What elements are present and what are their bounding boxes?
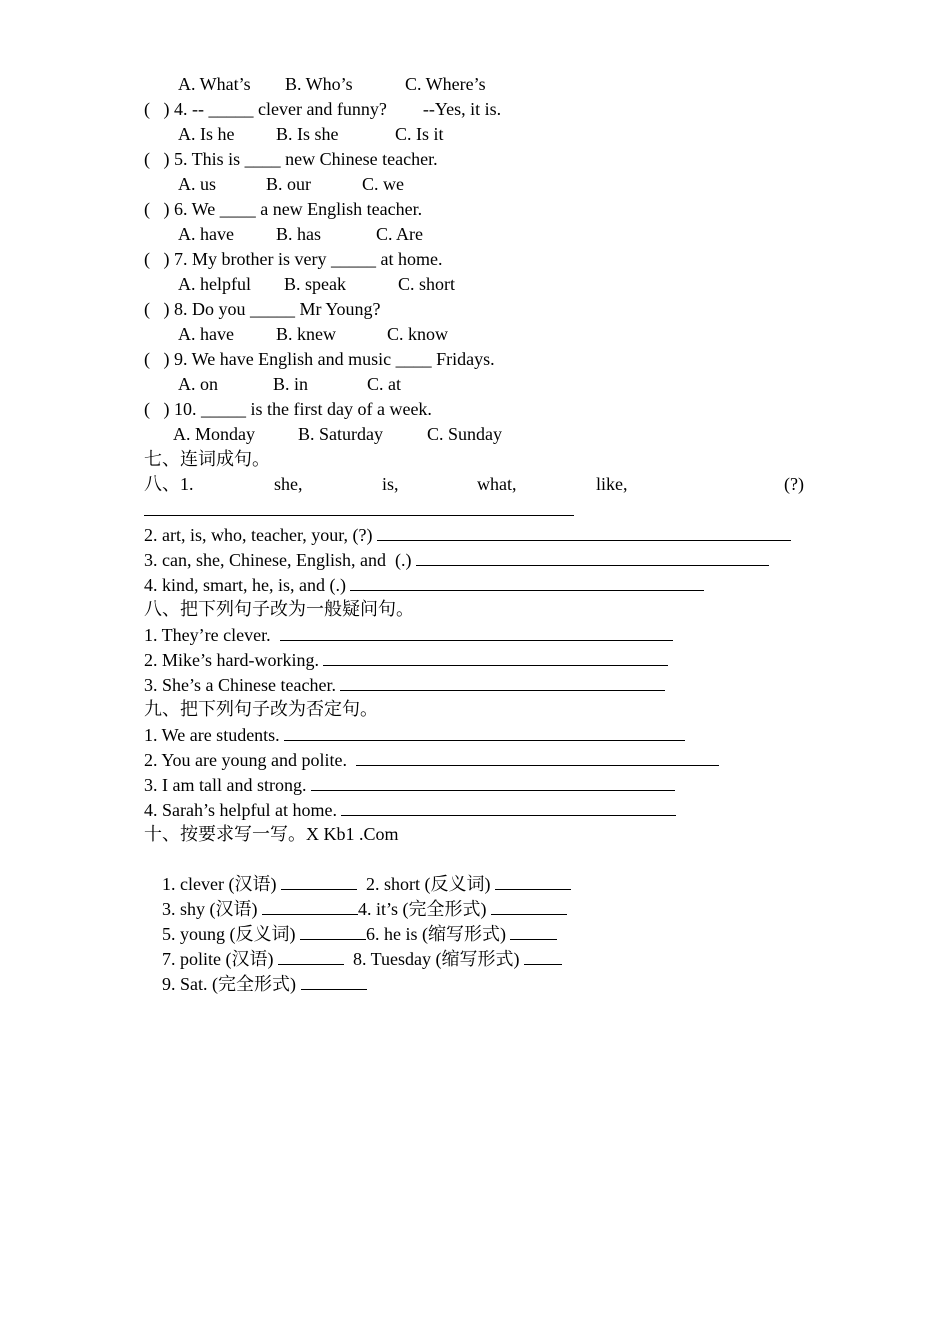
question-item: 1. They’re clever. [144,622,673,646]
vocab-row: 7. polite (汉语) 8. Tuesday (缩写形式) [144,922,562,946]
option-a: A. have [178,224,234,244]
option-c: C. short [398,274,456,294]
question-8: ( ) 8. Do you _____ Mr Young? [144,299,381,319]
option-c: C. Are [376,224,423,244]
scramble-word: what, [477,474,517,494]
option-a: A. Is he [178,124,235,144]
question-item: 1. We are students. [144,722,685,746]
answer-line[interactable] [284,722,685,741]
section-title: 八、把下列句子改为一般疑问句。 [144,599,414,619]
answer-line[interactable] [144,497,574,521]
option-a: A. have [178,324,234,344]
option-b: B. Saturday [298,424,383,444]
question-5: ( ) 5. This is ____ new Chinese teacher. [144,149,438,169]
question-item: 3. I am tall and strong. [144,772,675,796]
option-a: A. us [178,174,217,194]
scramble-question-2: 2. art, is, who, teacher, your, (?) [144,522,791,546]
vocab-row: 9. Sat. (完全形式) [144,947,367,971]
section-title: 七、连词成句。 [144,449,270,469]
section-title: 九、把下列句子改为否定句。 [144,699,378,719]
option-b: B. our [266,174,311,194]
option-b: B. speak [284,274,346,294]
option-b: B. Is she [276,124,339,144]
section-title: 十、按要求写一写。X Kb1 .Com [144,824,399,844]
scramble-word: she, [274,474,303,494]
question-item: 2. Mike’s hard-working. [144,647,668,671]
option-c: C. know [387,324,449,344]
option-a: A. What’s [178,74,251,94]
scramble-word: (?) [784,474,804,494]
vocab-row: 5. young (反义词) 6. he is (缩写形式) [144,897,557,921]
answer-line[interactable] [280,622,673,641]
scramble-word: is, [382,474,399,494]
scramble-question-3: 3. can, she, Chinese, English, and (.) [144,547,769,571]
option-c: C. Where’s [405,74,486,94]
scramble-word: like, [596,474,628,494]
option-c: C. Sunday [427,424,503,444]
vocab-row: 1. clever (汉语) 2. short (反义词) [144,847,571,871]
answer-line[interactable] [341,797,676,816]
answer-line[interactable] [524,946,562,965]
question-10: ( ) 10. _____ is the first day of a week. [144,399,432,419]
option-b: B. Who’s [285,74,353,94]
question-7: ( ) 7. My brother is very _____ at home. [144,249,443,269]
option-a: A. helpful [178,274,251,294]
answer-line[interactable] [323,647,668,666]
answer-line[interactable] [377,522,791,541]
answer-line[interactable] [356,747,719,766]
question-9: ( ) 9. We have English and music ____ Fridays. [144,349,495,369]
option-c: C. Is it [395,124,444,144]
option-c: C. at [367,374,401,394]
vocab-row: 3. shy (汉语) 4. it’s (完全形式) [144,872,567,896]
question-item: 2. You are young and polite. [144,747,719,771]
answer-line[interactable] [416,547,769,566]
answer-line[interactable] [340,672,665,691]
question-4: ( ) 4. -- _____ clever and funny? --Yes, it is. [144,99,502,119]
scramble-word: 八、1. [144,474,194,494]
answer-line[interactable] [301,971,367,990]
option-b: B. has [276,224,321,244]
option-b: B. in [273,374,309,394]
question-item: 4. Sarah’s helpful at home. [144,797,676,821]
answer-line[interactable] [311,772,675,791]
scramble-question-4: 4. kind, smart, he, is, and (.) [144,572,704,596]
option-a: A. Monday [173,424,255,444]
question-6: ( ) 6. We ____ a new English teacher. [144,199,423,219]
option-c: C. we [362,174,404,194]
option-a: A. on [178,374,218,394]
answer-line[interactable] [350,572,704,591]
option-b: B. knew [276,324,336,344]
question-item: 3. She’s a Chinese teacher. [144,672,665,696]
